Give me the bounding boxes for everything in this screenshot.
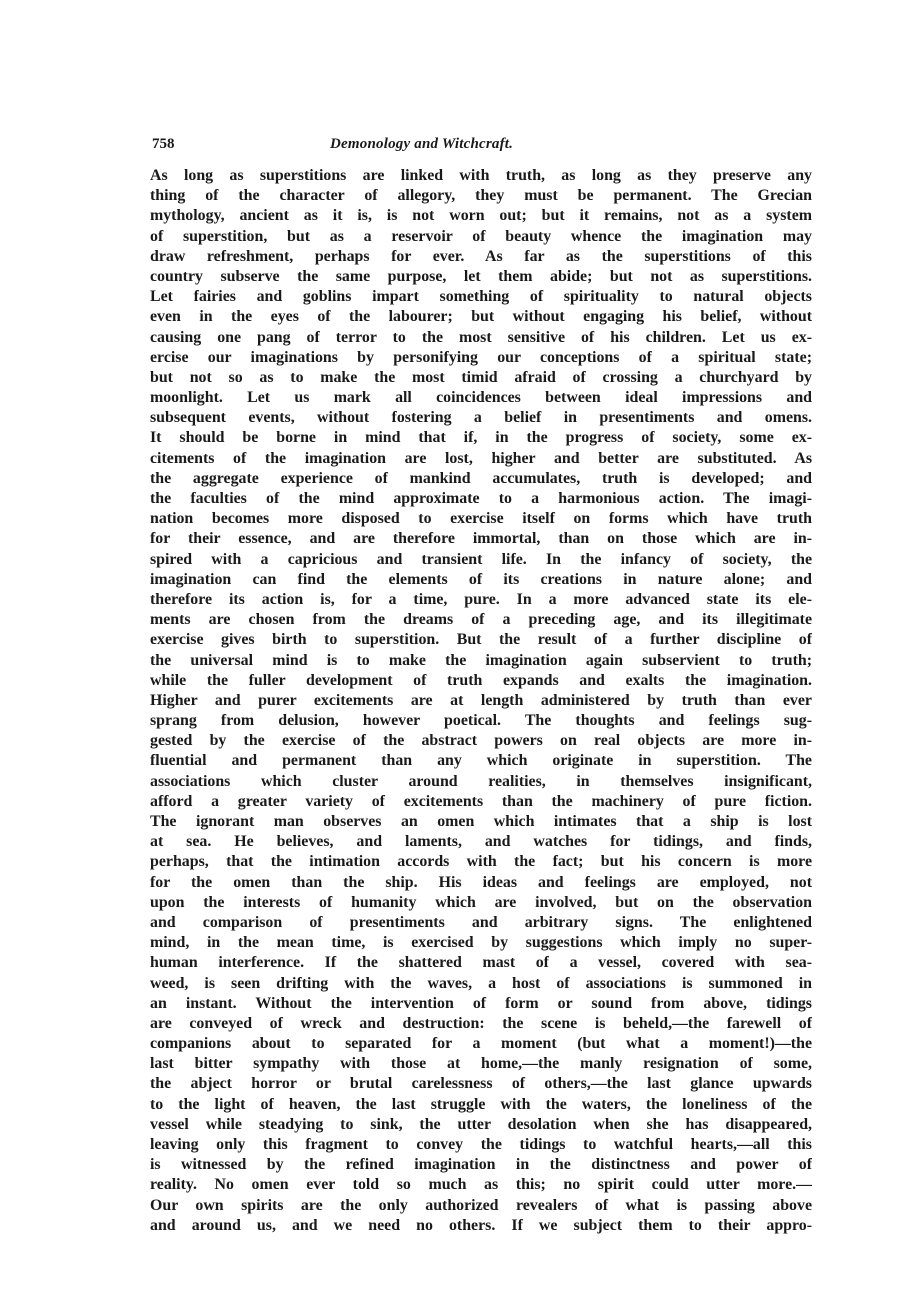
text-line: thing of the character of allegory, they must be permanent. The Grecian [150, 187, 812, 205]
text-line: weed, is seen drifting with the waves, a host of associations is summoned in [150, 974, 812, 992]
text-line: It should be borne in mind that if, in the progress of society, some ex- [150, 429, 812, 447]
text-line: companions about to separated for a moment (but what a moment!)—the [150, 1035, 812, 1053]
text-line: mind, in the mean time, is exercised by suggestions which imply no super- [150, 934, 812, 952]
text-line: country subserve the same purpose, let them abide; but not as superstitions. [150, 267, 812, 285]
text-line: citements of the imagination are lost, higher and better are substituted. As [150, 449, 812, 467]
text-line: fluential and permanent than any which originate in superstition. The [150, 752, 812, 770]
text-line: moonlight. Let us mark all coincidences between ideal impressions and [150, 389, 812, 407]
text-line: while the fuller development of truth expands and exalts the imagination. [150, 671, 812, 689]
text-line: at sea. He believes, and laments, and watches for tidings, and finds, [150, 833, 812, 851]
text-line: and around us, and we need no others. If we subject them to their appro- [150, 1216, 812, 1234]
text-line: causing one pang of terror to the most sensitive of his children. Let us ex- [150, 328, 812, 346]
text-line: therefore its action is, for a time, pure. In a more advanced state its ele- [150, 590, 812, 608]
text-line: nation becomes more disposed to exercise itself on forms which have truth [150, 510, 812, 528]
text-line: the aggregate experience of mankind accumulates, truth is developed; and [150, 469, 812, 487]
text-line: exercise gives birth to superstition. But the result of a further discipline of [150, 631, 812, 649]
body-text [150, 166, 812, 1236]
text-line: imagination can find the elements of its creations in nature alone; and [150, 570, 812, 588]
page-number: 758 [152, 136, 175, 152]
text-line: the faculties of the mind approximate to a harmonious action. The imagi- [150, 490, 812, 507]
text-line: gested by the exercise of the abstract powers on real objects are more in- [150, 732, 812, 750]
text-line: As long as superstitions are linked with truth, as long as they preserve any [150, 167, 812, 184]
text-line: of superstition, but as a reservoir of beauty whence the imagination may [150, 227, 812, 245]
text-line: but not so as to make the most timid afraid of crossing a churchyard by [150, 368, 812, 386]
text-line: to the light of heaven, the last struggle with the waters, the loneliness of the [150, 1095, 812, 1113]
text-line: and comparison of presentiments and arbitrary signs. The enlightened [150, 913, 812, 931]
page-header [150, 136, 810, 160]
text-line: The ignorant man observes an omen which intimates that a ship is lost [150, 813, 812, 830]
text-line: for their essence, and are therefore immortal, than on those which are in- [150, 530, 812, 548]
text-line: sprang from delusion, however poetical. The thoughts and feelings sug- [150, 712, 812, 730]
text-line: subsequent events, without fostering a belief in presentiments and omens. [150, 409, 812, 427]
text-line: perhaps, that the intimation accords with the fact; but his concern is more [150, 853, 812, 871]
text-line: spired with a capricious and transient life. In the infancy of society, the [150, 550, 812, 568]
text-line: an instant. Without the intervention of form or sound from above, tidings [150, 994, 812, 1012]
running-title: Demonology and Witchcraft. [330, 136, 514, 152]
text-line: the abject horror or brutal carelessness of others,—the last glance upwards [150, 1075, 812, 1093]
text-line: are conveyed of wreck and destruction: the scene is beheld,—the farewell of [150, 1014, 812, 1032]
text-line: last bitter sympathy with those at home,—the manly resignation of some, [150, 1055, 812, 1073]
text-line: Our own spirits are the only authorized revealers of what is passing above [150, 1196, 812, 1214]
text-line: reality. No omen ever told so much as this; no spirit could utter more.— [150, 1176, 812, 1194]
text-line: upon the interests of humanity which are involved, but on the observation [150, 893, 812, 911]
text-line: associations which cluster around realities, in themselves insignificant, [150, 772, 812, 790]
text-line: the universal mind is to make the imagination again subservient to truth; [150, 651, 812, 669]
text-line: draw refreshment, perhaps for ever. As far as the superstitions of this [150, 247, 812, 265]
text-line: afford a greater variety of excitements than the machinery of pure fiction. [150, 792, 812, 810]
text-line: ercise our imaginations by personifying our conceptions of a spiritual state; [150, 348, 812, 366]
text-line: is witnessed by the refined imagination in the distinctness and power of [150, 1156, 812, 1174]
text-line: mythology, ancient as it is, is not worn out; but it remains, not as a system [150, 207, 812, 225]
text-line: leaving only this fragment to convey the tidings to watchful hearts,—all this [150, 1136, 812, 1153]
text-line: human interference. If the shattered mast of a vessel, covered with sea- [150, 954, 812, 972]
text-line: even in the eyes of the labourer; but without engaging his belief, without [150, 308, 812, 326]
text-line: vessel while steadying to sink, the utter desolation when she has disappeared, [150, 1115, 812, 1133]
text-line: for the omen than the ship. His ideas and feelings are employed, not [150, 873, 812, 891]
text-line: Let fairies and goblins impart something of spirituality to natural objects [150, 288, 812, 306]
text-line: Higher and purer excitements are at length administered by truth than ever [150, 691, 812, 709]
text-line: ments are chosen from the dreams of a preceding age, and its illegitimate [150, 611, 812, 629]
